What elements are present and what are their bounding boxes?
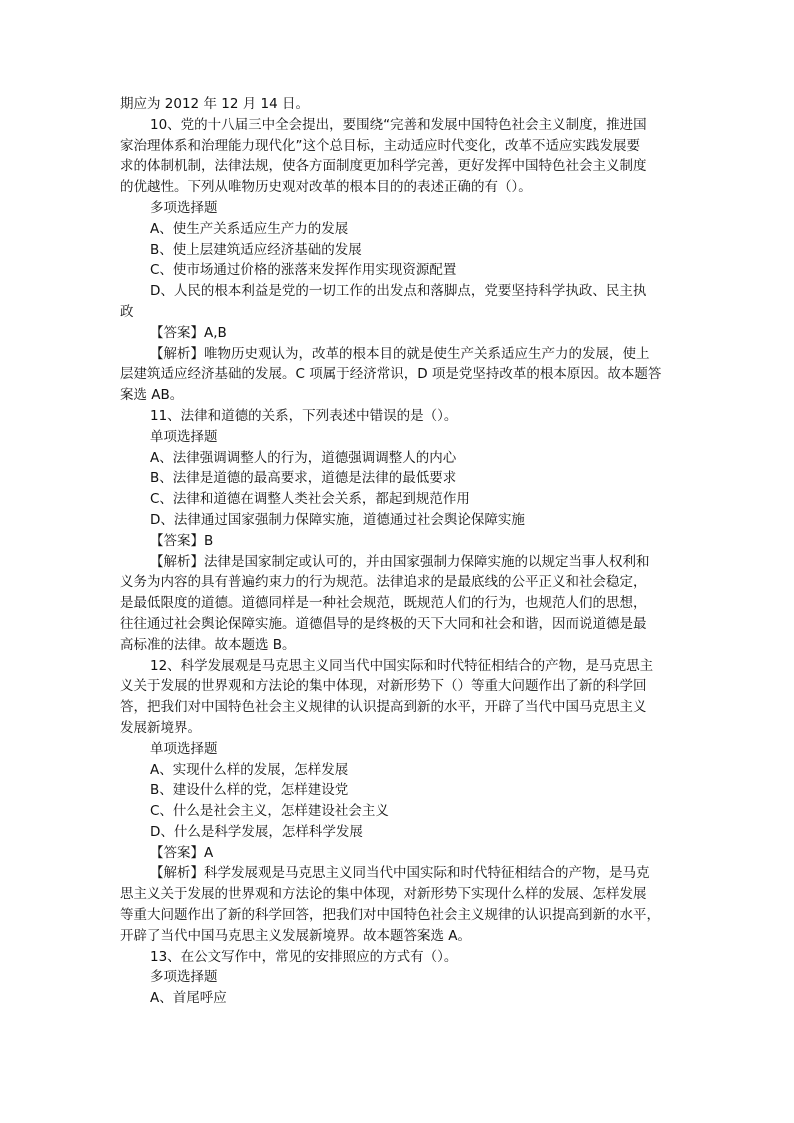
text-line: 是最低限度的道德。道德同样是一种社会规范，既规范人们的行为，也规范人们的思想， (120, 595, 647, 612)
text-line: 往往通过社会舆论保障实施。道德倡导的是终极的天下大同和社会和谐，因而说道德是最 (120, 615, 647, 632)
text-line: D、法律通过国家强制力保障实施，道德通过社会舆论保障实施 (150, 511, 525, 528)
text-line: C、法律和道德在调整人类社会关系，都起到规范作用 (150, 491, 470, 508)
text-line: 期应为 2012 年 12 月 14 日。 (120, 96, 309, 112)
text-line: 等重大问题作出了新的科学回答，把我们对中国特色社会主义规律的认识提高到新的水平， (120, 907, 660, 924)
text-line: 【答案】A (150, 844, 214, 861)
text-line: 的优越性。下列从唯物历史观对改革的根本目的的表述正确的有（）。 (120, 179, 532, 196)
text-line: 【解析】科学发展观是马克思主义同当代中国实际和时代特征相结合的产物，是马克 (150, 865, 650, 882)
text-line: A、实现什么样的发展，怎样发展 (150, 761, 349, 778)
text-line: D、人民的根本利益是党的一切工作的出发点和落脚点，党要坚持科学执政、民主执 (150, 283, 647, 300)
text-line: B、法律是道德的最高要求，道德是法律的最低要求 (150, 470, 457, 487)
text-line: 求的体制机制，法律法规，使各方面制度更加科学完善，更好发挥中国特色社会主义制度 (120, 158, 647, 175)
text-line: 义务为内容的具有普遍约束力的行为规范。法律追求的是最底线的公平正义和社会稳定， (120, 574, 647, 591)
text-line: 单项选择题 (150, 740, 218, 757)
text-line: 【解析】唯物历史观认为，改革的根本目的就是使生产关系适应生产力的发展，使上 (150, 345, 650, 362)
text-line: 案选 AB。 (120, 387, 184, 404)
document-body (120, 94, 704, 1009)
text-line: 义关于发展的世界观和方法论的集中体现，对新形势下（）等重大问题作出了新的科学回 (120, 678, 647, 695)
text-line: 【解析】法律是国家制定或认可的，并由国家强制力保障实施的以规定当事人权利和 (150, 553, 650, 570)
text-line: B、使上层建筑适应经济基础的发展 (150, 241, 362, 258)
text-line: A、法律强调调整人的行为，道德强调调整人的内心 (150, 449, 457, 466)
text-line: 答，把我们对中国特色社会主义规律的认识提高到新的水平，开辟了当代中国马克思主义 (120, 699, 647, 716)
text-line: 单项选择题 (150, 428, 218, 445)
text-line: 家治理体系和治理能力现代化”这个总目标，主动适应时代变化，改革不适应实践发展要 (120, 137, 640, 154)
text-line: 开辟了当代中国马克思主义发展新境界。故本题答案选 A。 (120, 927, 472, 944)
text-line: 发展新境界。 (120, 719, 201, 736)
text-line: 10、党的十八届三中全会提出，要围绕“完善和发展中国特色社会主义制度，推进国 (150, 116, 647, 133)
text-line: 高标准的法律。故本题选 B。 (120, 636, 296, 653)
text-line: 【答案】B (150, 532, 214, 549)
text-line: 多项选择题 (150, 969, 218, 986)
text-line: 多项选择题 (150, 199, 218, 216)
text-line: C、什么是社会主义，怎样建设社会主义 (150, 803, 389, 820)
text-line: 13、在公文写作中，常见的安排照应的方式有（）。 (150, 948, 458, 965)
text-line: 层建筑适应经济基础的发展。C 项属于经济常识，D 项是党坚持改革的根本原因。故本题答 (120, 366, 662, 383)
text-line: 【答案】A,B (150, 324, 227, 341)
text-line: 11、法律和道德的关系，下列表述中错误的是（）。 (150, 407, 458, 424)
text-line: B、建设什么样的党，怎样建设党 (150, 782, 349, 799)
text-line: 12、科学发展观是马克思主义同当代中国实际和时代特征相结合的产物，是马克思主 (150, 657, 654, 674)
text-line: D、什么是科学发展，怎样科学发展 (150, 823, 363, 840)
text-line: 政 (120, 303, 134, 320)
text-line: 思主义关于发展的世界观和方法论的集中体现，对新形势下实现什么样的发展、怎样发展 (120, 886, 647, 903)
text-line: A、使生产关系适应生产力的发展 (150, 220, 349, 237)
text-line: C、使市场通过价格的涨落来发挥作用实现资源配置 (150, 262, 457, 279)
text-line: A、首尾呼应 (150, 990, 227, 1007)
